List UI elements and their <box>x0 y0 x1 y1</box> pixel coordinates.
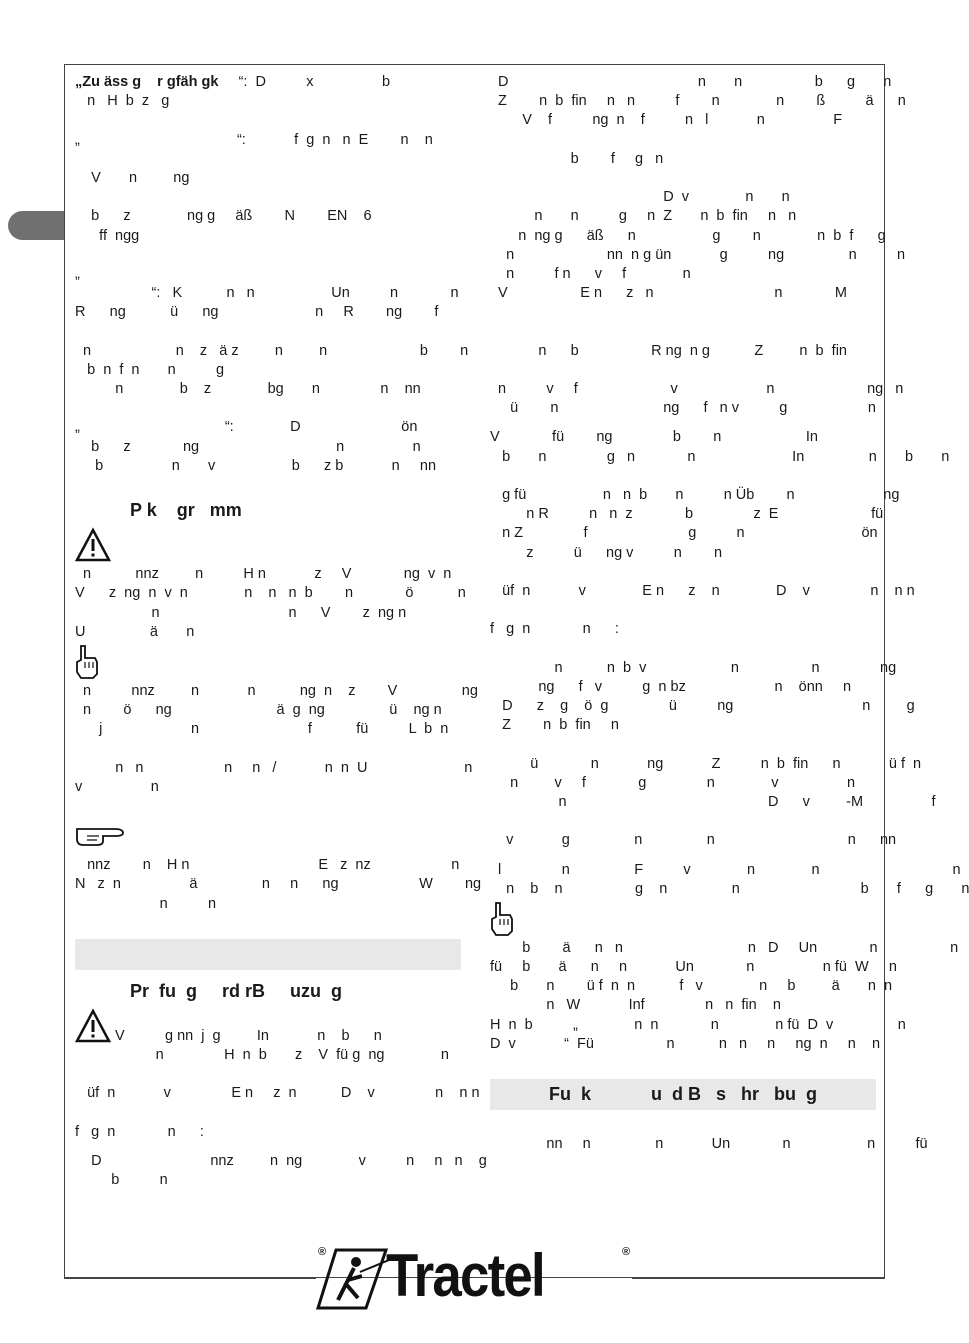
text-line: N z n ä n n ng W ng <box>75 876 482 893</box>
text-line: n R n n z b z E fü <box>490 506 884 523</box>
text-line: n n V z ng n <box>75 604 407 621</box>
text-line: b z ng n n <box>75 438 421 455</box>
text-line: ng f v g n bz n önn n <box>490 678 852 695</box>
text-line: D z g ö g ü ng n g <box>490 698 915 714</box>
icon-row <box>75 642 461 682</box>
icon-row <box>75 816 461 856</box>
text-line: j n f fü L b n <box>75 721 449 738</box>
paragraph-gap <box>75 399 461 418</box>
text-line: b ä n n n D Un n n <box>490 939 959 956</box>
text-line: n ö ng ä g ng ü ng n <box>75 702 442 719</box>
paragraph-gap <box>75 914 461 933</box>
pointer-icon <box>490 901 514 937</box>
icon-row <box>75 525 461 565</box>
text-line: l n F v n n n <box>490 861 961 878</box>
text-line: „ “: D ön <box>75 419 418 436</box>
text-line: n v f v n ng n <box>490 381 904 397</box>
text-line: V n ng <box>75 169 190 186</box>
text-line: “: K n n Un n n <box>75 285 459 302</box>
text-line: V z ng n v n n n n b n ö n <box>75 585 466 602</box>
text-line: v g n n n nn <box>490 832 897 849</box>
text-line: ff ngg <box>75 227 140 244</box>
text-line: n b R ng n g Z n b fin <box>490 342 847 359</box>
text-line: nnz n H n E z nz n <box>75 857 460 874</box>
text-line: n n n n / n n U n <box>75 759 473 776</box>
paragraph-gap <box>490 418 876 428</box>
text-line: n n b v n n ng <box>490 659 897 676</box>
paragraph-gap <box>490 601 876 620</box>
text-line: D v n n <box>490 189 790 206</box>
text-line: n ng g äß n g n n b f g <box>490 227 886 244</box>
text-line: v n <box>75 778 159 795</box>
text-line: n b n g n n b f g n <box>490 880 969 897</box>
text-line: fü b ä n n Un n n fü W n <box>490 959 897 976</box>
text-line: n Z f g n ön <box>490 525 878 542</box>
text-line: n b z bg n n nn <box>75 381 421 397</box>
text-line: „ <box>75 265 80 282</box>
paragraph-gap <box>490 322 876 341</box>
paragraph-gap <box>490 1116 876 1135</box>
text-line: n D v -M f <box>490 793 936 810</box>
text-line: R ng ü ng n R ng f <box>75 304 439 321</box>
paragraph-gap <box>75 322 461 341</box>
paragraph-gap <box>75 1104 461 1123</box>
warning-icon <box>75 1009 111 1043</box>
paragraph-gap <box>490 361 876 380</box>
text-line: ü n ng f n v g n <box>490 400 876 417</box>
text-line: nn n n Un n n fü <box>490 1136 928 1153</box>
paragraph-gap <box>490 735 876 754</box>
shaded-section-bar <box>75 939 461 970</box>
left-column <box>75 73 487 1190</box>
footer-rule-left <box>64 1278 316 1279</box>
text-line: D nnz n ng v n n n g <box>75 1152 487 1169</box>
text-line: n n z ä z n n b n <box>75 342 469 359</box>
logo-wordmark: Tractel <box>386 1242 544 1309</box>
paragraph-gap <box>75 1065 461 1084</box>
chapter-tab <box>8 211 68 240</box>
text-line: b n v b z b n nn <box>75 457 437 474</box>
text-line: „Zu äss g r gfäh gk “: D x b <box>75 74 391 90</box>
paragraph-gap <box>75 188 461 207</box>
paragraph-gap <box>490 851 876 861</box>
paragraph-gap <box>490 1054 876 1073</box>
text-line: V g nn j g In n b n <box>111 1027 382 1044</box>
text-line: D v “ Fü n n n n ng n n n <box>490 1035 881 1052</box>
paragraph-gap <box>75 246 461 265</box>
text-line: „ “: f g n n E n n <box>75 131 433 148</box>
text-line: n W Inf n n fin n <box>490 997 781 1014</box>
text-line: V E n z n n M <box>490 285 847 302</box>
page-frame <box>64 64 969 1278</box>
warning-icon <box>75 528 111 562</box>
text-line: z ü ng v n n <box>490 544 723 561</box>
logo-registered-left: ® <box>318 1246 327 1258</box>
text-line: H n b „ n n n n fü D v n <box>490 1016 906 1033</box>
text-line: n nn n g ün g ng n n <box>490 246 906 263</box>
text-line: f g n n : <box>490 621 619 638</box>
paragraph-gap <box>75 1142 461 1152</box>
paragraph-gap <box>75 739 461 758</box>
icon-row <box>490 899 876 939</box>
text-line: n nnz n H n z V ng v n <box>75 566 452 583</box>
paragraph-gap <box>490 563 876 582</box>
text-line: ü n ng Z n b fin n ü f n <box>490 755 922 772</box>
logo-registered-right: ® <box>622 1246 631 1258</box>
text-line: b f g n <box>490 150 664 167</box>
paragraph-gap <box>490 812 876 831</box>
pointer-icon <box>75 644 99 680</box>
paragraph-gap <box>490 303 876 322</box>
text-line: b n g n n In n b n <box>490 448 950 465</box>
icon-row <box>75 1006 461 1046</box>
hand-icon <box>75 823 127 849</box>
text-line: n H n b z V fü g ng n <box>75 1046 449 1063</box>
paragraph-gap <box>490 131 876 150</box>
paragraph-gap <box>490 639 876 658</box>
paragraph-gap <box>75 111 461 130</box>
section-heading: P k gr mm <box>75 500 242 521</box>
paragraph-gap <box>490 467 876 486</box>
text-line: Z n b fin n <box>490 717 619 734</box>
text-line: n n <box>75 895 217 912</box>
text-line: n nnz n n ng n z V ng <box>75 682 478 699</box>
text-line: b n f n n g <box>75 361 225 378</box>
text-line: f g n n : <box>75 1123 204 1140</box>
text-line: g fü n n b n n Üb n ng <box>490 486 900 503</box>
text-line: Z n b fin n n f n n ß ä n <box>490 93 906 110</box>
text-line: üf n v E n z n D v n n n <box>490 582 915 599</box>
text-line: n f n v f n <box>490 265 691 282</box>
section-heading: Pr fu g rd rB uzu g <box>75 980 343 1001</box>
paragraph-gap <box>75 150 461 169</box>
text-line: V fü ng b n In <box>490 429 818 446</box>
text-line: b z ng g äß N EN 6 <box>75 208 372 225</box>
paragraph-gap <box>75 476 461 495</box>
text-line: b n ü f n n f v n b ä n n <box>490 978 893 995</box>
text-line: n v f g n v n <box>490 774 856 791</box>
text-line: b n <box>75 1172 168 1189</box>
text-line: V f ng n f n l n F <box>490 112 843 129</box>
text-line: üf n v E n z n D v n n n <box>75 1085 480 1102</box>
right-column <box>490 73 969 1155</box>
text-line: U ä n <box>75 623 195 640</box>
text-line: n n g n Z n b fin n n <box>490 208 797 225</box>
shaded-section-bar: Fu k u d B s hr bu g <box>490 1079 876 1110</box>
text-line: D n n b g n <box>490 74 892 90</box>
footer-rule-right <box>632 1278 885 1279</box>
paragraph-gap <box>75 797 461 816</box>
paragraph-gap <box>490 169 876 188</box>
text-line: n H b z g <box>75 93 170 110</box>
